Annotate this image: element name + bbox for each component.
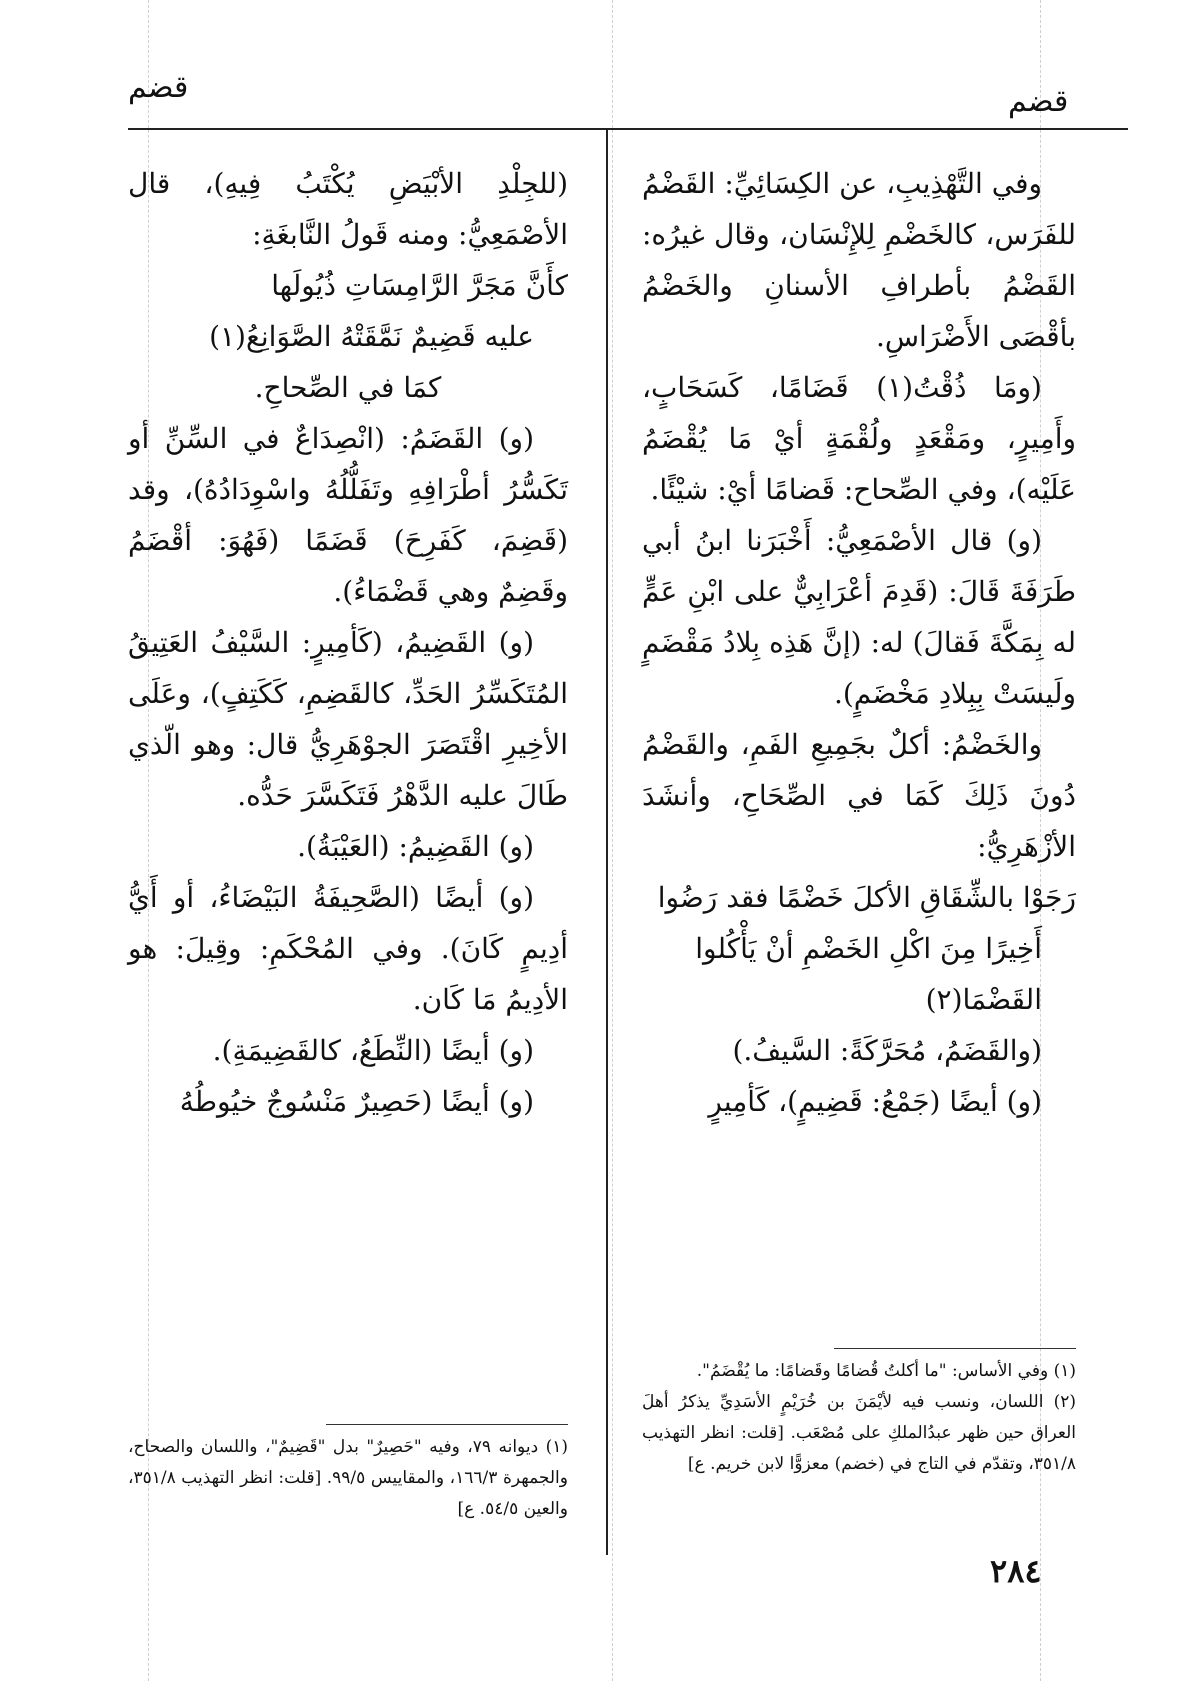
paragraph: (و) قال الأصْمَعِيُّ: أَخْبَرَنا ابنُ أبي طَرَفَةَ قَالَ: (قَدِمَ أعْرَابِيٌّ على ابْنِ عَمٍّ له بِمَكَّةَ فَقالَ) له: (إنَّ هَذِه بِلادُ مَقْضَمٍ ولَيسَتْ بِبِلادِ مَخْضَمٍ). [642, 524, 1076, 710]
paragraph: (و) أيضًا (النِّطَعُ، كالقَضِيمَةِ). [212, 1034, 534, 1067]
right-column [642, 158, 1076, 1127]
footnote: (١) ديوانه ٧٩، وفيه "حَصِيرٌ" بدل "قَضِيمٌ"، واللسان والصحاح، والجمهرة ١٦٦/٣، والمقاييس ٩٩/٥. [قلت: انظر التهذيب ٣٥١/٨، والعين ٥٤/٥. ع] [128, 1437, 569, 1519]
verse-line: عليه قَضِيمٌ نَمَّقَتْهُ الصَّوَانِعُ(١) [209, 320, 534, 353]
header-rule [128, 128, 1128, 130]
page-number: ٢٨٤ [990, 1552, 1042, 1590]
paragraph: كمَا في الصِّحاحِ. [254, 371, 442, 404]
footnote: (١) وفي الأساس: "ما أكلتُ قُضامًا وقَضامًا: ما يُقْضَمُ". [696, 1361, 1076, 1381]
paragraph: (و) أيضًا (جَمْعُ: قَضِيمٍ)، كَأمِيرٍ [708, 1085, 1042, 1118]
footnotes-right [642, 1356, 1076, 1480]
header-right-word: قضم [1008, 84, 1069, 119]
paragraph: (و) أيضًا (الصَّحِيفَةُ البَيْضَاءُ، أو أَيُّ أدِيمٍ كَانَ). وفي المُحْكَمِ: وقِيلَ: هو الأدِيمُ مَا كَان. [128, 881, 568, 1016]
header-left-word: قضم [128, 70, 189, 105]
paragraph: والخَضْمُ: أكلٌ بجَمِيعِ الفَمِ، والقَضْمُ دُونَ ذَلِكَ كَمَا في الصِّحَاحِ، وأنشَدَ الأزْهَرِيُّ: [642, 728, 1076, 863]
paragraph: (للجِلْدِ الأبْيَضِ يُكْتَبُ فِيهِ)، قال الأصْمَعِيُّ: ومنه قَولُ النَّابغَةِ: [128, 167, 568, 251]
paragraph: (و) أيضًا (حَصِيرٌ مَنْسُوجٌ خيُوطُهُ [179, 1085, 534, 1118]
footnotes-left [128, 1432, 568, 1525]
verse-line: كأَنَّ مَجَرَّ الرَّامِسَاتِ ذُيُولَها [271, 269, 568, 302]
column-divider [606, 130, 608, 1555]
footnote-rule [326, 1424, 568, 1425]
paragraph: وفي التَّهْذِيبِ، عن الكِسَائِيِّ: القَضْمُ للفَرَس، كالخَضْمِ لِلإِنْسَان، وقال غيرُه: القَضْمُ بأطرافِ الأسنانِ والخَضْمُ بأقْصَى الأَضْرَاسِ. [642, 167, 1076, 353]
paragraph: (و) القَضِيمُ: (العَيْبَةُ). [297, 830, 534, 863]
left-column [128, 158, 568, 1127]
paragraph: (و) القَضِيمُ، (كَأمِيرٍ: السَّيْفُ العَتِيقُ المُتَكَسِّرُ الحَدِّ، كالقَضِمِ، كَكَتِفٍ)، وعَلَى الأخِيرِ اقْتَصَرَ الجوْهَرِيُّ قال: وهو الّذي طَالَ عليه الدَّهْرُ فَتَكَسَّرَ حَدُّه. [128, 626, 568, 812]
verse-line: أَخِيرًا مِنَ اكْلِ الخَضْمِ أنْ يَأْكُلوا القَضْمَا(٢) [695, 932, 1042, 1016]
paragraph: (ومَا ذُقْتُ(١) قَضَامًا، كَسَحَابٍ، وأَمِيرٍ، ومَقْعَدٍ ولُقْمَةٍ أيْ مَا يُقْضَمُ عَلَيْه)، وفي الصِّحاح: قَضامًا أيْ: شيْئًا. [642, 371, 1076, 506]
paragraph: (و) القَضَمُ: (انْصِدَاعٌ في السِّنِّ أو تَكَسُّرُ أطْرَافِهِ وتَفَلُّلُهُ واسْوِدَادُهُ)، وقد (قَضِمَ، كَفَرِحَ) قَضَمًا (فَهُوَ: أقْضَمُ وقَضِمٌ وهي قَضْمَاءُ). [128, 422, 568, 608]
paragraph: (والقَضَمُ، مُحَرَّكَةً: السَّيفُ.) [732, 1034, 1042, 1067]
footnote: (٢) اللسان، ونسب فيه لأيْمَنَ بن خُرَيْمٍ الأسَدِيِّ يذكرُ أهلَ العراق حين ظهر عبدُالملكِ على مُصْعَب. [قلت: انظر التهذيب ٣٥١/٨، وتقدّم في التاج في (خضم) معزوًّا لابن خريم. ع] [642, 1392, 1076, 1474]
verse-line: رَجَوْا بالشِّقَاقِ الأكلَ خَضْمًا فقد رَضُوا [657, 881, 1076, 914]
footnote-rule [834, 1348, 1076, 1349]
scan-fold-line [612, 0, 614, 1681]
